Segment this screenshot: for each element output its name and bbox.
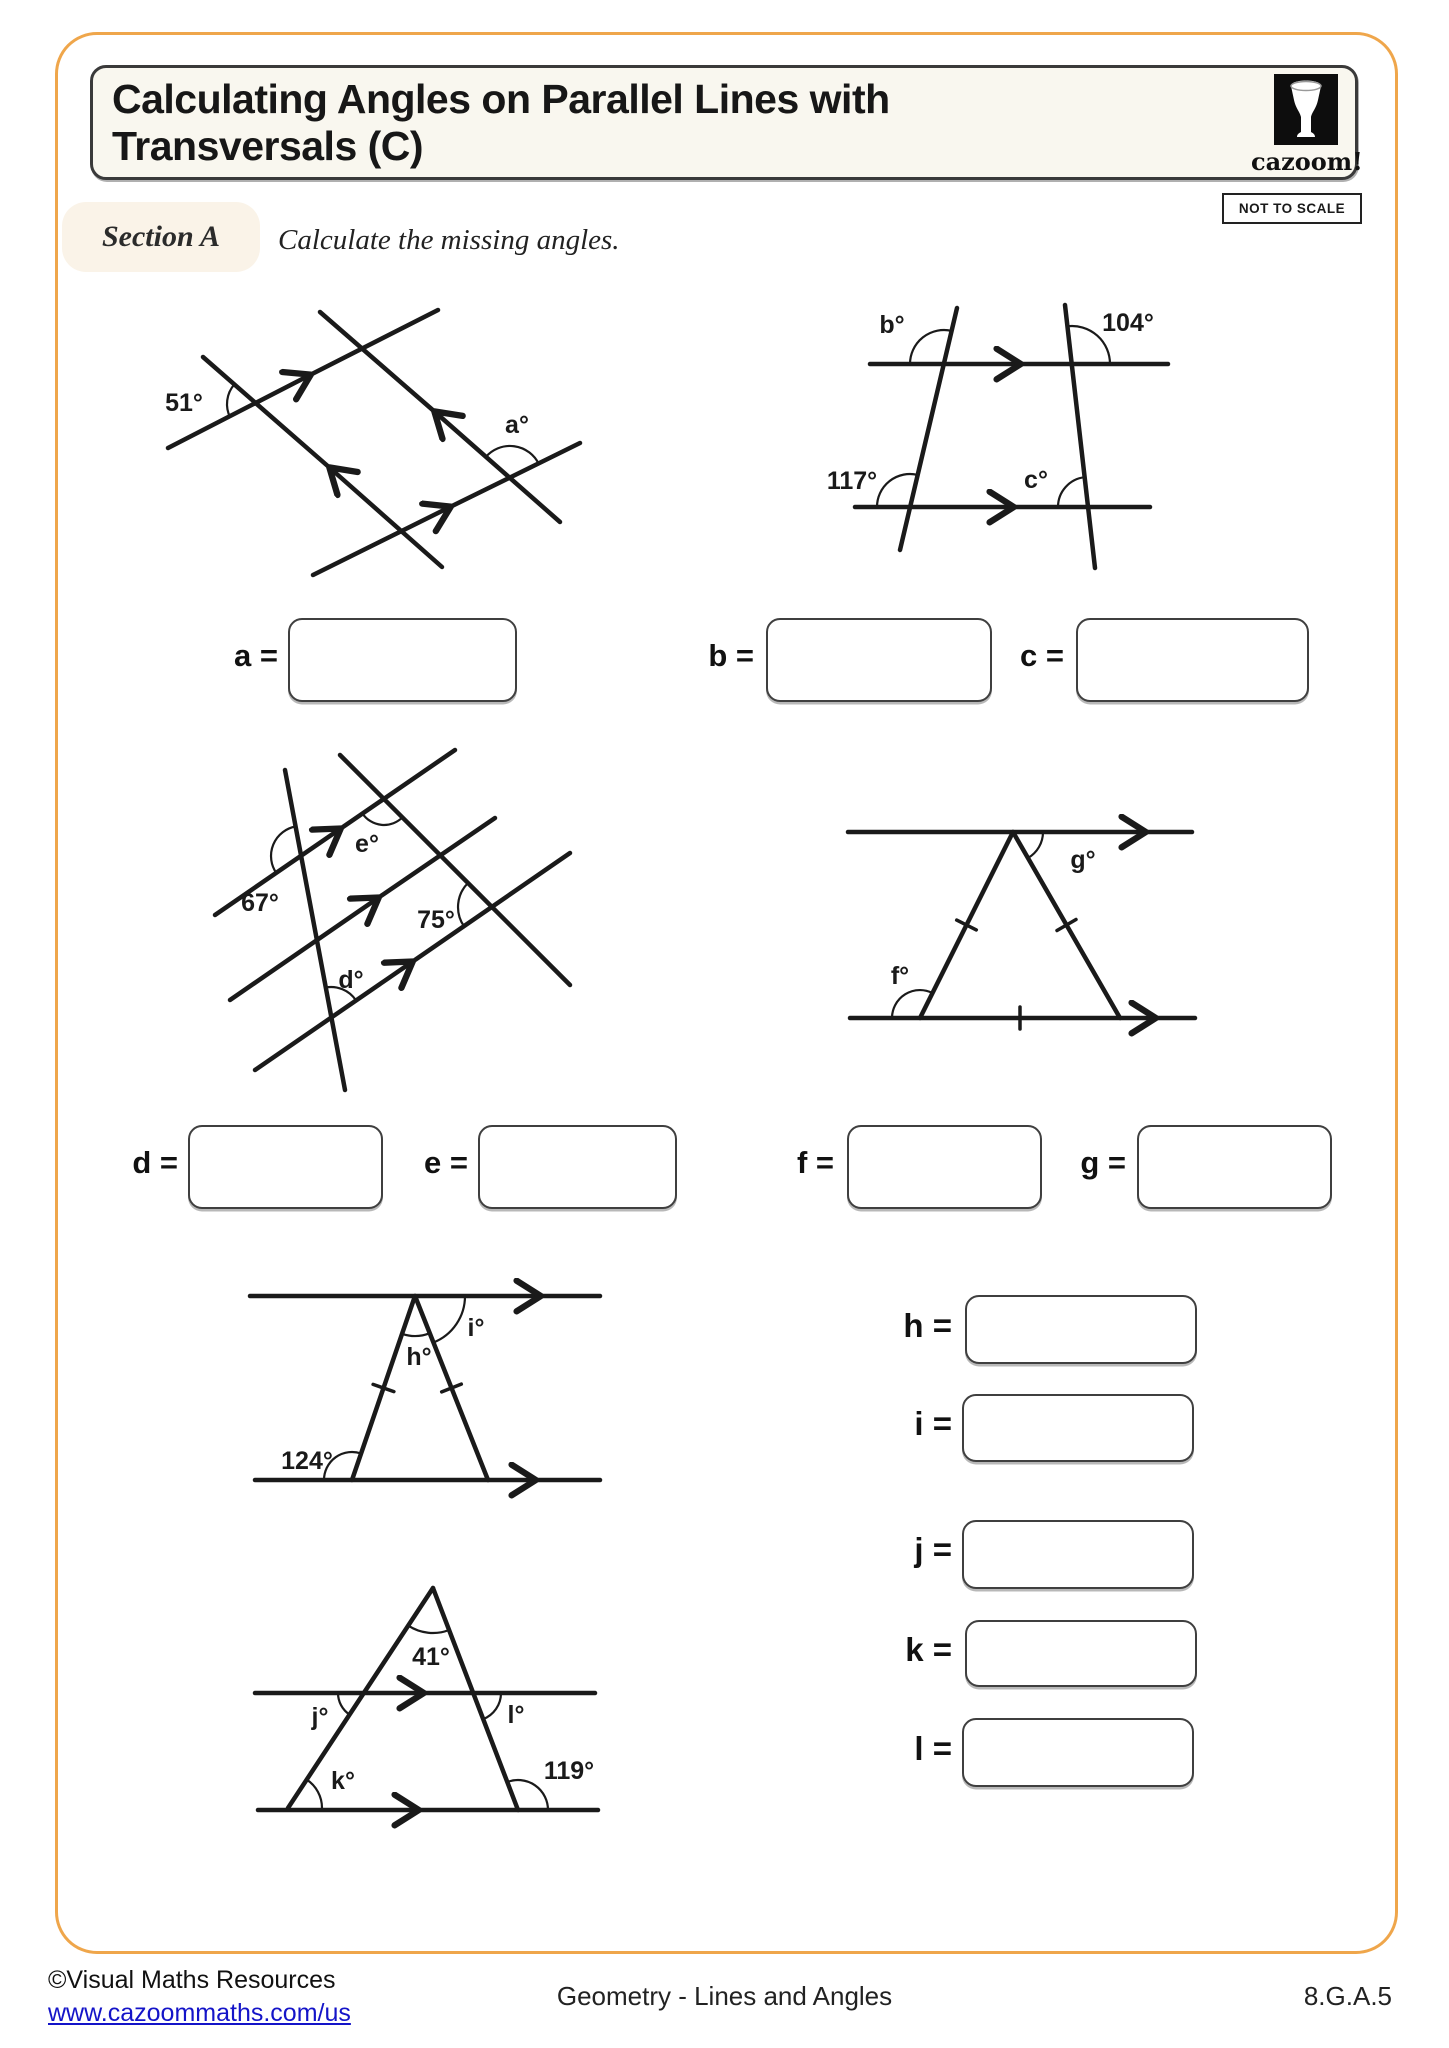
page-title-line1: Calculating Angles on Parallel Lines with [112,76,890,122]
section-chip [62,202,260,272]
answer-label-g: g = [1080,1145,1126,1180]
answer-box-k[interactable] [965,1620,1197,1687]
diagram-3 [150,740,650,1160]
answer-label-d: d = [132,1145,178,1180]
diagram-3-lines [215,750,570,1090]
not-to-scale-badge [1222,193,1362,224]
angle-label-k: k° [331,1767,355,1795]
diagram-4 [830,790,1270,1090]
angle-label-119: 119° [543,1757,595,1785]
diagram-2 [620,230,1200,590]
angle-label-j: j° [311,1703,329,1731]
footer-topic: Geometry - Lines and Angles [556,1981,893,2011]
answer-box-c[interactable] [1076,618,1309,702]
section-label: Section A [101,220,221,253]
answer-label-b: b = [708,638,754,673]
angle-label-117: 117° [826,467,878,495]
angle-label-67: 67° [241,889,279,917]
answer-box-l[interactable] [962,1718,1194,1787]
angle-label-i: i° [467,1314,485,1342]
answer-label-j: j = [914,1531,952,1568]
diagram-1 [120,280,660,610]
angle-label-g: g° [1070,846,1096,874]
diagram-5 [210,1260,660,1540]
website-link[interactable]: www.cazoommaths.com/us [48,1999,351,2027]
instruction-text: Calculate the missing angles. [278,224,620,256]
copyright-text: ©Visual Maths Resources [48,1966,336,1994]
answer-box-e[interactable] [478,1125,677,1209]
not-to-scale-label: NOT TO SCALE [1238,201,1346,216]
angle-label-c: c° [1024,466,1048,494]
angle-label-l: l° [507,1701,525,1729]
answer-label-h: h = [903,1307,952,1344]
page-title-line2: Transversals (C) [112,123,424,169]
answer-label-e: e = [424,1145,468,1180]
diagram-4-lines [848,832,1195,1029]
angle-label-h: h° [406,1343,432,1371]
angle-label-a: a° [505,411,529,439]
cazoom-logo [1251,74,1361,176]
diagram-1-lines [168,310,580,575]
answer-label-i: i = [914,1405,952,1442]
diagram-2-lines [855,305,1168,568]
diagram-6 [200,1560,720,1940]
angle-label-75: 75° [417,906,455,934]
answer-box-j[interactable] [962,1520,1194,1589]
answer-box-h[interactable] [965,1295,1197,1364]
answer-box-i[interactable] [962,1394,1194,1462]
angle-label-41: 41° [412,1643,450,1671]
angle-label-51: 51° [165,389,203,417]
angle-label-b: b° [879,311,905,339]
angle-label-e: e° [355,830,379,858]
logo-wordmark: cazoom! [1251,147,1363,176]
answer-label-f: f = [796,1145,834,1180]
drum-icon [1274,74,1338,145]
angle-label-f: f° [890,962,910,990]
angle-label-104: 104° [1102,309,1154,337]
angle-label-124: 124° [281,1447,333,1475]
answer-label-k: k = [905,1631,952,1668]
standard-code: 8.G.A.5 [1303,1981,1392,2011]
answer-box-a[interactable] [288,618,517,702]
answer-box-g[interactable] [1137,1125,1332,1209]
answer-label-a: a = [234,638,278,673]
page-title [112,76,1112,170]
answer-label-c: c = [1020,638,1064,673]
angle-label-d: d° [338,966,364,994]
answer-label-l: l = [914,1730,952,1767]
